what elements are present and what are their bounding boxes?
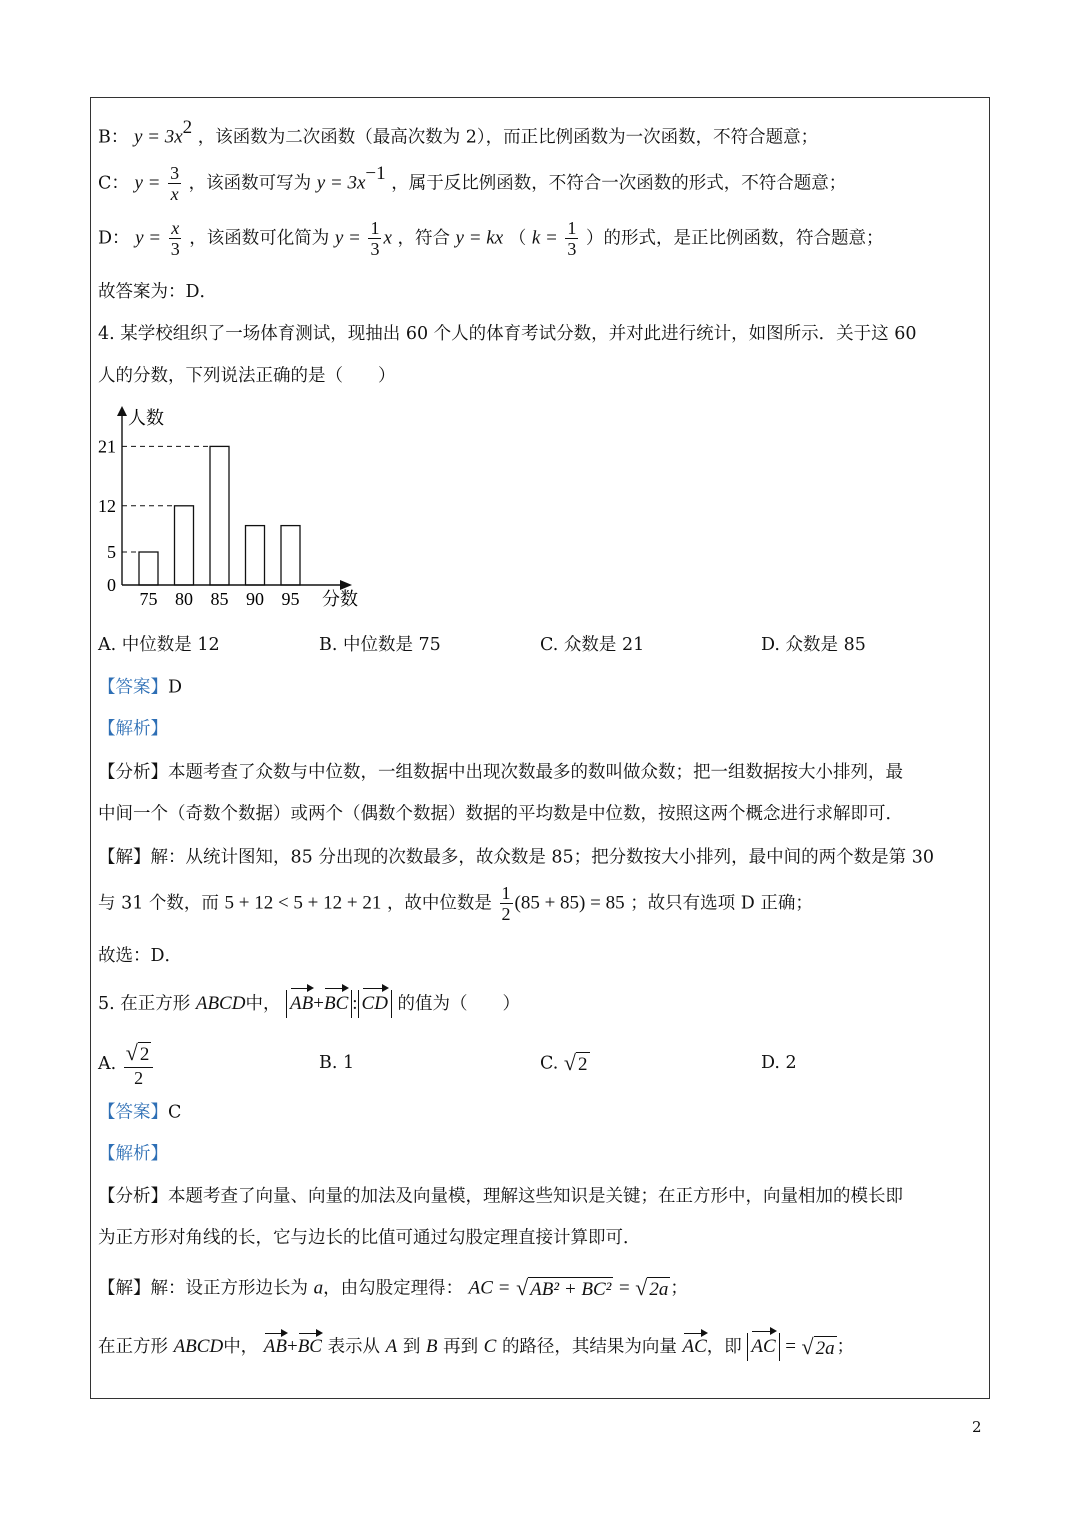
equation: y = — [135, 227, 162, 249]
denominator: 2 — [134, 1068, 144, 1088]
q5-option-b: B. 1 — [319, 1053, 355, 1073]
q4-fenxi-line-2: 中间一个（奇数个数据）或两个（偶数个数据）数据的平均数是中位数，按照这两个概念进行求解即可． — [98, 804, 903, 824]
exponent: 2 — [182, 117, 193, 138]
inequality: 5 + 12 < 5 + 12 + 21 — [224, 892, 382, 914]
y-axis-label: 人数 — [128, 408, 164, 428]
stem-text: 5. 在正方形 — [98, 994, 191, 1014]
option-label: A. — [98, 1054, 117, 1074]
fenxi-text: 本题考查了众数与中位数，一组数据中出现次数最多的数叫做众数；把一组数据按大小排列，最 — [168, 762, 903, 783]
option-label: B： — [98, 127, 129, 148]
answer-tag: 【答案】 — [98, 1102, 168, 1123]
jie-tag: 【解】 — [98, 847, 151, 868]
answer-tag: 【答案】 — [98, 677, 168, 698]
x-tick-label: 95 — [281, 589, 300, 609]
denominator: x — [170, 184, 179, 204]
q4-jie-line-1 — [98, 845, 934, 870]
text: 表示从 — [327, 1337, 381, 1357]
q5-answer — [98, 1100, 181, 1125]
q3-option-d — [98, 218, 884, 259]
numerator: x — [171, 218, 180, 238]
sqrt — [802, 1334, 837, 1361]
y-tick-label: 21 — [98, 436, 116, 457]
sqrt — [635, 1275, 670, 1302]
sqrt — [516, 1275, 613, 1302]
q4-stem-line-2: 人的分数，下列说法正确的是（ ） — [98, 366, 396, 386]
jie-text: 与 31 个数，而 — [98, 893, 219, 914]
radical-sign: √ — [801, 1333, 814, 1359]
point-a: A — [385, 1336, 398, 1357]
vector-ac: AC — [751, 1333, 775, 1361]
exponent: −1 — [365, 163, 386, 184]
text: ，即 — [706, 1337, 742, 1357]
q5-option-d: D. 2 — [761, 1053, 797, 1073]
radical-sign: √ — [125, 1040, 138, 1065]
q5-fenxi-line-1 — [98, 1184, 903, 1209]
equation: k = — [531, 227, 558, 249]
q4-stem-line-1: 4. 某学校组织了一场体育测试，现抽出 60 个人的体育考试分数，并对此进行统计，如图所示．关于这 60 — [98, 324, 917, 344]
q5-last-line — [98, 1333, 854, 1361]
bar-90 — [246, 526, 265, 585]
sqrt — [126, 1040, 152, 1067]
equation: y = kx — [455, 227, 504, 249]
equation: y = 3x — [316, 172, 366, 194]
q5-analysis-tag: 【解析】 — [98, 1144, 168, 1164]
option-text: ，符合 — [397, 228, 450, 249]
radical-sign: √ — [635, 1275, 648, 1300]
radicand: 2 — [139, 1044, 150, 1065]
q5-option-c — [540, 1050, 590, 1077]
jie-text: 解：设正方形边长为 — [150, 1278, 308, 1299]
vector-bc: BC — [297, 1336, 322, 1357]
q5-jie-line — [98, 1275, 688, 1302]
numerator — [124, 1040, 154, 1068]
y-axis-arrow — [117, 406, 127, 416]
equation: y = — [134, 172, 161, 194]
y-tick-label: 0 — [107, 575, 116, 595]
fenxi-tag: 【分析】 — [98, 762, 168, 783]
option-text: ，该函数可写为 — [188, 173, 312, 194]
fraction — [500, 883, 513, 924]
option-text: ）的形式，是正比例函数，符合题意； — [586, 228, 884, 249]
bar-85 — [210, 446, 229, 585]
jie-text: ；故只有选项 D 正确； — [630, 893, 813, 914]
y-tick-label: 12 — [98, 495, 116, 516]
jie-tag: 【解】 — [98, 1278, 151, 1299]
q3-conclusion: 故答案为：D． — [98, 282, 218, 302]
bar-80 — [175, 506, 194, 585]
q3-option-b — [98, 116, 818, 150]
jie-text: 解：从统计图知，85 分出现的次数最多，故众数是 85；把分数按大小排列，最中间的两个数是第 30 — [150, 847, 934, 868]
bar-75 — [139, 552, 158, 585]
option-label: D： — [98, 228, 130, 249]
radicand: 2a — [649, 1279, 669, 1300]
vector-ac: AC — [682, 1336, 707, 1357]
option-text: ，属于反比例函数，不符合一次函数的形式，不符合题意； — [391, 173, 847, 194]
histogram-chart — [90, 400, 380, 616]
text: 到 — [402, 1337, 421, 1357]
denominator: 2 — [501, 904, 511, 924]
plus-sign: + — [313, 993, 324, 1014]
text: 中， — [223, 1337, 259, 1357]
abs-sum — [286, 990, 352, 1018]
x-tick-label: 80 — [175, 589, 193, 609]
numerator: 1 — [567, 218, 577, 238]
radical-sign: √ — [516, 1275, 529, 1300]
q5-fenxi-line-2: 为正方形对角线的长，它与边长的比值可通过勾股定理直接计算即可． — [98, 1228, 641, 1248]
square-name: ABCD — [173, 1336, 224, 1357]
answer-value: C — [168, 1102, 182, 1123]
fraction — [124, 1040, 154, 1088]
q4-conclusion: 故选：D． — [98, 946, 183, 966]
equation: y = 3x — [133, 126, 183, 148]
q5-stem — [98, 990, 520, 1018]
vector-ab: AB — [263, 1336, 287, 1357]
equals-sign: = — [618, 1277, 630, 1299]
stem-text: 的值为（ ） — [397, 994, 521, 1014]
numerator: 1 — [370, 218, 380, 238]
q4-jie-line-2 — [98, 883, 813, 924]
text: 再到 — [443, 1337, 479, 1357]
answer-value: D — [168, 677, 183, 698]
q4-answer — [98, 675, 182, 700]
option-text: ，该函数为二次函数（最高次数为 2），而正比例函数为一次函数，不符合题意； — [197, 127, 819, 148]
numerator: 1 — [501, 883, 511, 903]
numerator: 3 — [170, 163, 180, 183]
sqrt — [564, 1050, 590, 1077]
q3-option-c — [98, 162, 846, 204]
y-tick-label: 5 — [107, 542, 116, 562]
fraction — [168, 163, 181, 204]
bar-95 — [281, 526, 300, 585]
square-name: ABCD — [195, 993, 246, 1014]
fraction — [368, 218, 381, 259]
radicand: AB² + BC² — [530, 1279, 612, 1300]
abs-cd — [358, 990, 392, 1018]
point-c: C — [483, 1336, 497, 1357]
text: ； — [836, 1337, 855, 1357]
equation: AC = — [468, 1277, 511, 1299]
x-tick-label: 75 — [139, 589, 158, 609]
x-tick-label: 85 — [210, 589, 229, 609]
point-b: B — [425, 1336, 438, 1357]
q4-option-b: B. 中位数是 75 — [319, 635, 441, 655]
variable: a — [313, 1277, 324, 1299]
q4-option-a: A. 中位数是 12 — [98, 635, 220, 655]
q5-option-a — [98, 1040, 155, 1088]
q4-fenxi-line-1 — [98, 760, 903, 785]
ratio-colon: : — [352, 993, 358, 1014]
vector-cd: CD — [362, 990, 388, 1018]
denominator: 3 — [567, 239, 577, 259]
x-tick-label: 90 — [246, 589, 264, 609]
jie-text: ； — [670, 1278, 688, 1299]
fenxi-tag: 【分析】 — [98, 1186, 168, 1207]
option-text: ，该函数可化简为 — [189, 228, 330, 249]
page-number: 2 — [972, 1418, 982, 1436]
text: 在正方形 — [98, 1337, 168, 1357]
option-text: （ — [508, 228, 527, 249]
denominator: 3 — [170, 239, 180, 259]
radical-sign: √ — [563, 1050, 576, 1075]
option-label: C： — [98, 173, 129, 194]
fraction — [565, 218, 578, 259]
fraction — [169, 218, 182, 259]
equals-sign: = — [785, 1336, 796, 1357]
q4-option-c: C. 众数是 21 — [540, 635, 645, 655]
q4-analysis-tag: 【解析】 — [98, 719, 168, 739]
x-axis-label: 分数 — [322, 589, 358, 609]
abs-ac — [747, 1333, 779, 1361]
stem-text: 中， — [245, 994, 281, 1014]
plus-sign: + — [286, 1336, 298, 1357]
expression: (85 + 85) = 85 — [514, 892, 625, 914]
variable: x — [383, 227, 392, 249]
vector-ab: AB — [290, 990, 313, 1018]
radicand: 2a — [815, 1337, 835, 1359]
vector-bc: BC — [324, 990, 348, 1018]
denominator: 3 — [370, 239, 380, 259]
jie-text: ，故中位数是 — [386, 893, 492, 914]
q4-option-d: D. 众数是 85 — [761, 635, 866, 655]
text: 的路径，其结果为向量 — [501, 1337, 677, 1357]
equation: y = — [334, 227, 361, 249]
radicand: 2 — [578, 1054, 588, 1075]
fenxi-text: 本题考查了向量、向量的加法及向量模，理解这些知识是关键；在正方形中，向量相加的模长即 — [168, 1186, 903, 1207]
option-label: C. — [540, 1053, 559, 1074]
jie-text: ，由勾股定理得： — [323, 1278, 464, 1299]
